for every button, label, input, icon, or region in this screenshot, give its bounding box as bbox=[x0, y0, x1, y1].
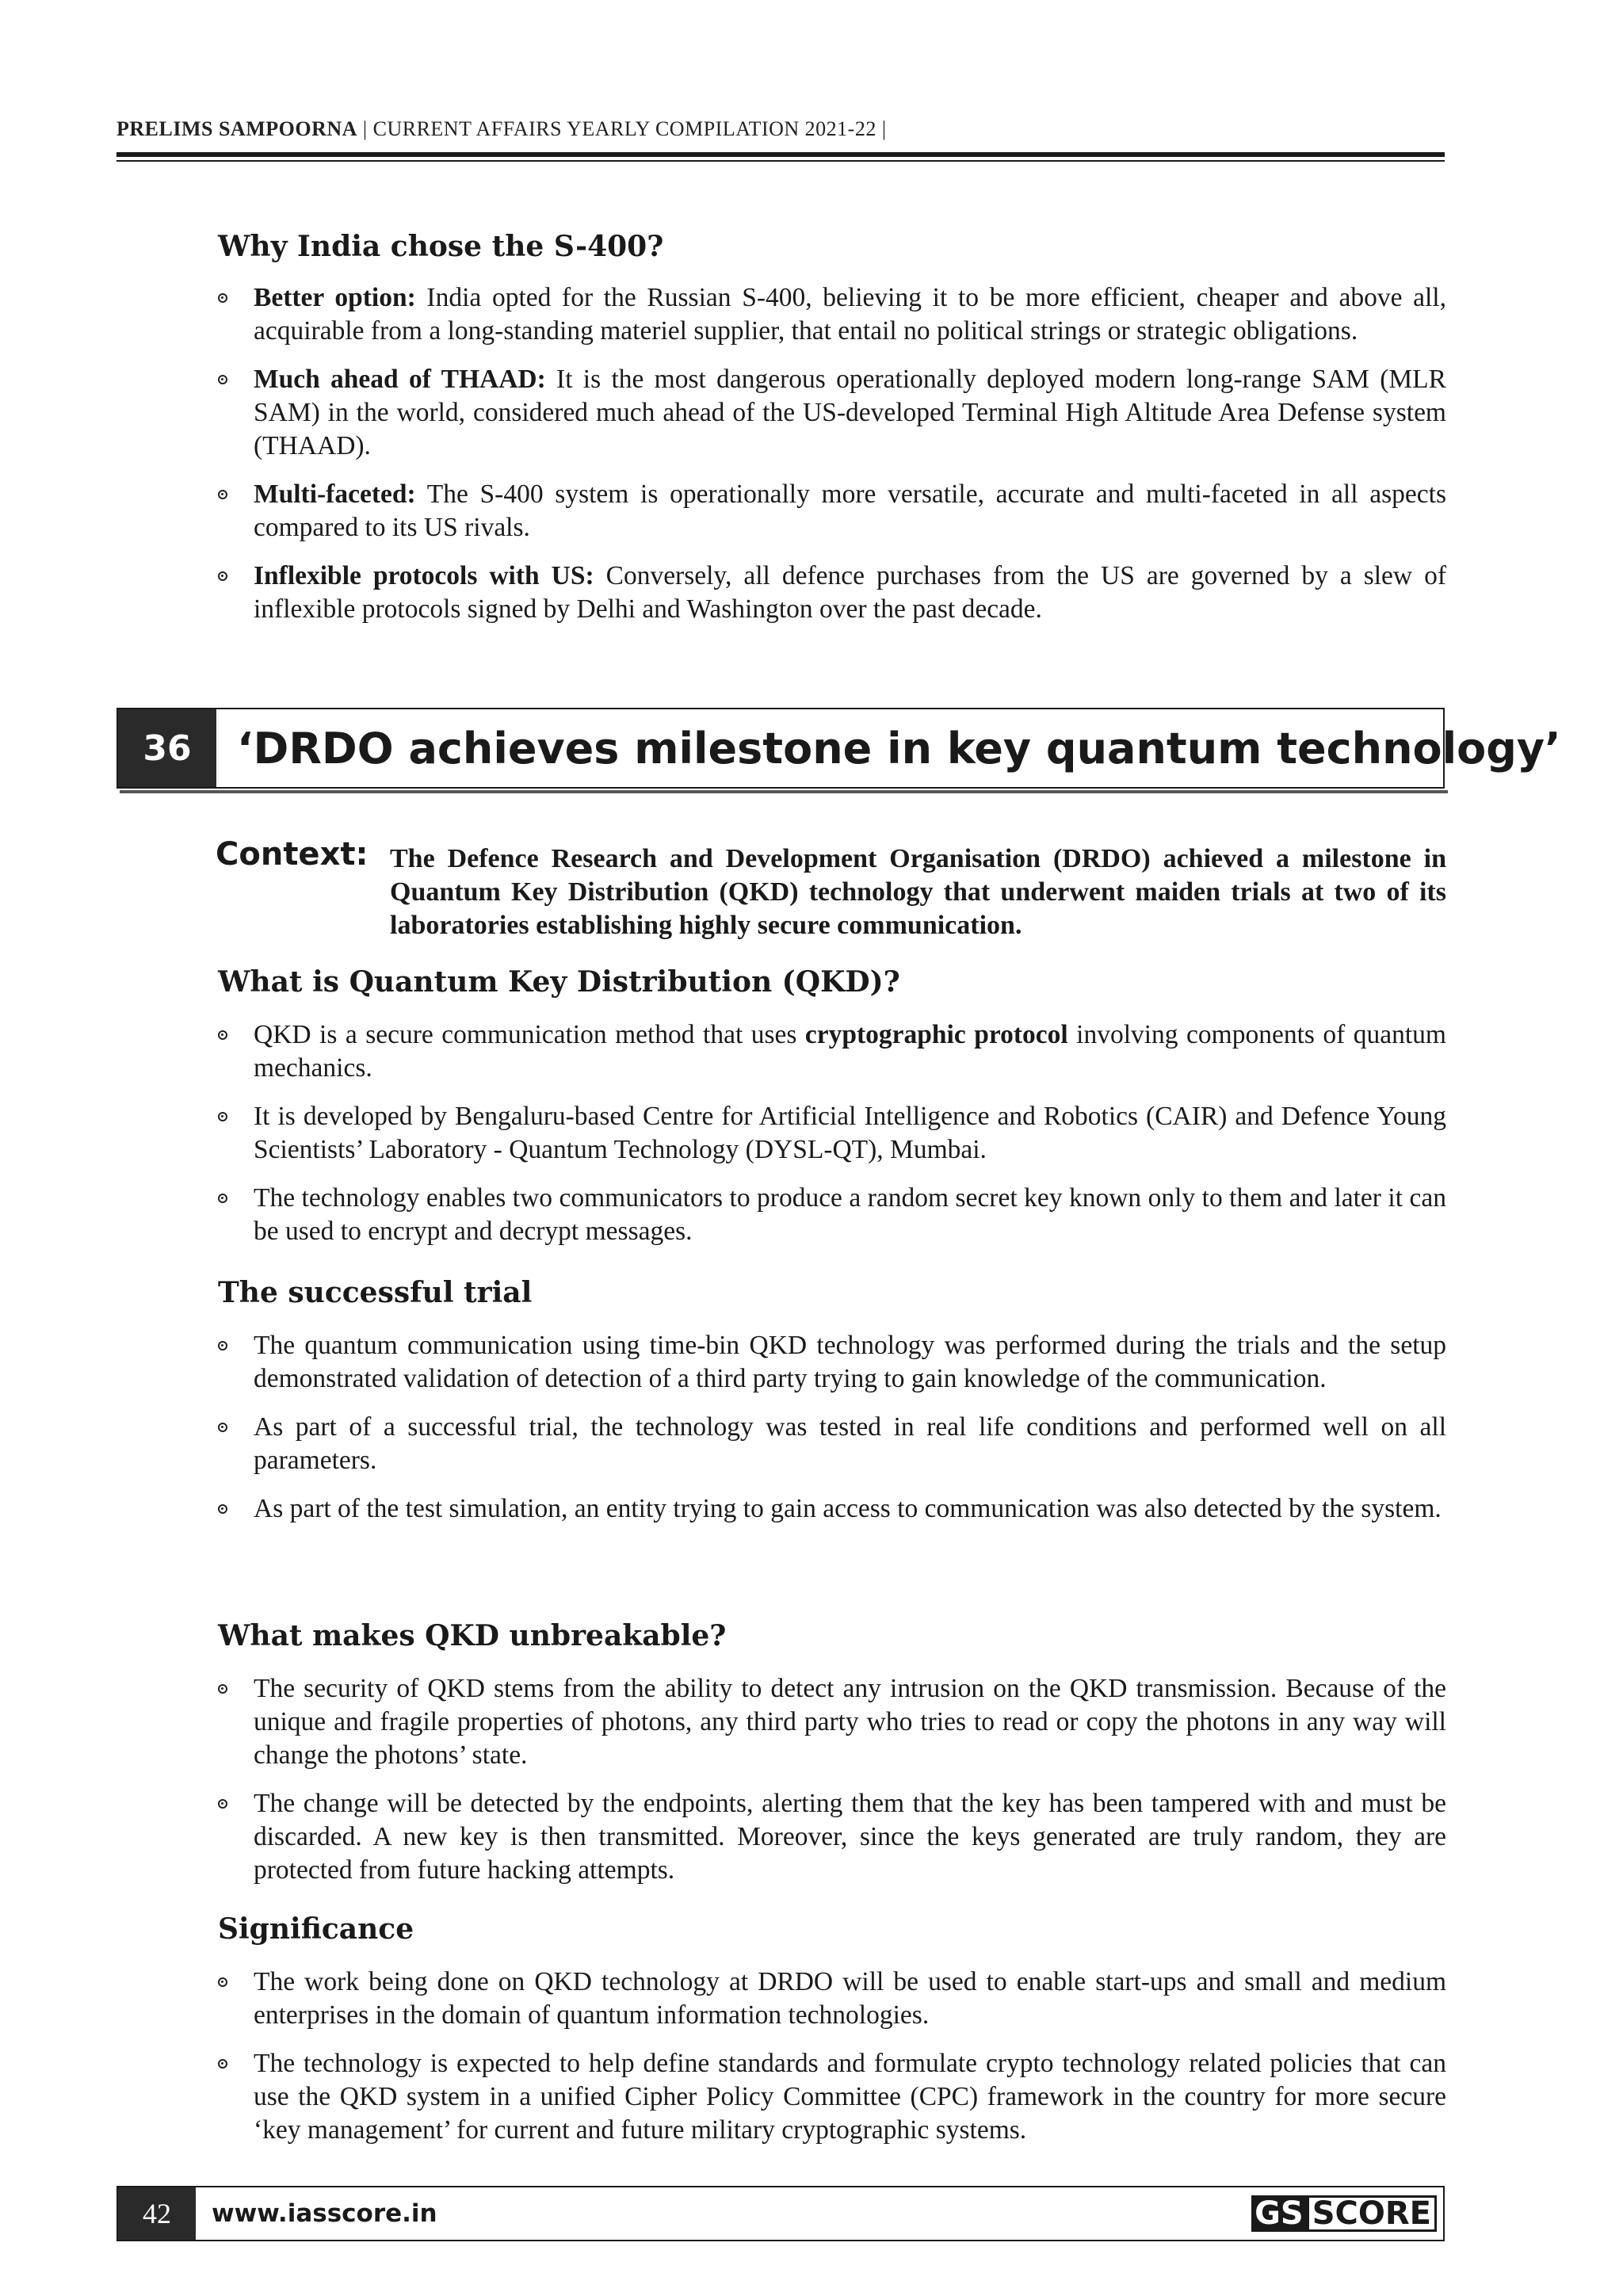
significance-heading: Significance bbox=[218, 1912, 414, 1946]
item-text: As part of the test simulation, an entity trying to gain access to communication was also detected by the system. bbox=[254, 1494, 1442, 1523]
list-item bbox=[218, 1100, 1446, 1167]
item-text: The change will be detected by the endpoints, alerting them that the key has been tampered with and must be discarded. A new key is then transmitted. Moreover, since the keys generated are truly random, they are protected from future hacking attempts. bbox=[254, 1789, 1446, 1885]
bullet-icon bbox=[218, 1112, 227, 1121]
list-item bbox=[218, 1672, 1446, 1772]
section-title-box bbox=[116, 708, 1561, 789]
logo-score: SCORE bbox=[1307, 2195, 1437, 2232]
item-text: The security of QKD stems from the ability to detect any intrusion on the QKD transmission. Because of the unique and fragile properties of photons, any third party who tries to read or copy the photons in any way will change the photons’ state. bbox=[254, 1674, 1446, 1770]
list-item bbox=[218, 1018, 1446, 1085]
list-item bbox=[218, 1329, 1446, 1396]
website-link[interactable]: www.iasscore.in bbox=[212, 2199, 437, 2228]
list-item bbox=[218, 1966, 1446, 2032]
bullet-icon bbox=[218, 1194, 227, 1203]
item-text: QKD is a secure communication method that uses bbox=[254, 1020, 805, 1049]
s400-block bbox=[218, 230, 1446, 263]
section-number: 36 bbox=[118, 709, 216, 787]
bullet-icon bbox=[218, 1799, 227, 1809]
item-text: The technology enables two communicators to produce a random secret key known only to them and later it can be used to encrypt and decrypt messages. bbox=[254, 1183, 1446, 1246]
item-text: involving components of quantum mechanics. bbox=[254, 1020, 1446, 1083]
qkd-list-block bbox=[218, 1018, 1446, 1263]
item-text: The technology is expected to help define standards and formulate crypto technology related policies that can use the QKD system in a unified Cipher Policy Committee (CPC) framework in the country for more secure ‘key management’ for current and future military cryptographic systems. bbox=[254, 2049, 1446, 2145]
bullet-icon bbox=[218, 1977, 227, 1987]
header-rule-thin bbox=[116, 160, 1445, 162]
gs-score-logo bbox=[1251, 2195, 1437, 2232]
item-emphasis: cryptographic protocol bbox=[804, 1020, 1068, 1049]
qkd-list bbox=[218, 1018, 1446, 1248]
list-item bbox=[218, 1787, 1446, 1887]
list-item bbox=[218, 281, 1446, 348]
trial-list bbox=[218, 1329, 1446, 1526]
header-compilation-title: | CURRENT AFFAIRS YEARLY COMPILATION 2021-22 | bbox=[357, 117, 887, 140]
item-text: The work being done on QKD technology at DRDO will be used to enable start-ups and small and medium enterprises in the domain of quantum information technologies. bbox=[254, 1967, 1446, 2030]
item-text: The S-400 system is operationally more versatile, accurate and multi-faceted in all aspects compared to its US rivals. bbox=[254, 479, 1446, 542]
item-text: It is the most dangerous operationally deployed modern long-range SAM (MLR SAM) in the world, considered much ahead of the US-developed Terminal High Altitude Area Defense system (THAAD). bbox=[254, 365, 1446, 460]
unbreakable-heading-block bbox=[218, 1619, 1446, 1652]
bullet-icon bbox=[218, 293, 227, 303]
bullet-icon bbox=[218, 1684, 227, 1694]
qkd-heading: What is Quantum Key Distribution (QKD)? bbox=[218, 965, 900, 999]
bullet-icon bbox=[218, 375, 227, 384]
logo-gs: GS bbox=[1251, 2195, 1307, 2232]
item-label: Multi-faceted: bbox=[254, 479, 416, 509]
footer bbox=[116, 2186, 1445, 2241]
header-rule-thick bbox=[116, 152, 1445, 157]
header-series-title: PRELIMS SAMPOORNA bbox=[116, 117, 357, 140]
trial-list-block bbox=[218, 1329, 1446, 1541]
bullet-icon bbox=[218, 1030, 227, 1040]
bullet-icon bbox=[218, 1423, 227, 1432]
unbreakable-list-block bbox=[218, 1672, 1446, 1902]
item-label: Inflexible protocols with US: bbox=[254, 561, 594, 590]
item-text: India opted for the Russian S-400, believing it to be more efficient, cheaper and above all, acquirable from a long-standing materiel supplier, that entail no political strings or strategic obligations. bbox=[254, 283, 1446, 346]
bullet-icon bbox=[218, 1341, 227, 1350]
list-item bbox=[218, 1182, 1446, 1248]
page-number: 42 bbox=[118, 2187, 196, 2240]
item-text: Conversely, all defence purchases from the US are governed by a slew of inflexible protocols signed by Delhi and Washington over the past decade. bbox=[254, 561, 1446, 624]
significance-list-block bbox=[218, 1966, 1446, 2162]
unbreakable-list bbox=[218, 1672, 1446, 1887]
item-text: It is developed by Bengaluru-based Centre for Artificial Intelligence and Robotics (CAIR) and Defence Young Scientists’ Laboratory - Quantum Technology (DYSL-QT), Mumbai. bbox=[254, 1102, 1446, 1164]
list-item bbox=[218, 1492, 1446, 1526]
s400-list bbox=[218, 281, 1446, 626]
bullet-icon bbox=[218, 571, 227, 581]
list-item bbox=[218, 560, 1446, 626]
s400-heading: Why India chose the S-400? bbox=[218, 230, 664, 263]
qkd-heading-block bbox=[218, 965, 1446, 999]
item-label: Better option: bbox=[254, 283, 416, 312]
item-text: The quantum communication using time-bin QKD technology was performed during the trials and the setup demonstrated validation of detection of a third party trying to gain knowledge of the communication. bbox=[254, 1331, 1446, 1393]
significance-list bbox=[218, 1966, 1446, 2147]
bullet-icon bbox=[218, 490, 227, 499]
list-item bbox=[218, 478, 1446, 544]
context-text: The Defence Research and Development Organisation (DRDO) achieved a milestone in Quantum Key Distribution (QKD) technology that underwent maiden trials at two of its laboratories establishing highly secure communication. bbox=[390, 844, 1446, 940]
trial-heading-block bbox=[218, 1276, 1446, 1309]
significance-heading-block bbox=[218, 1912, 1446, 1946]
bullet-icon bbox=[218, 1504, 227, 1514]
trial-heading: The successful trial bbox=[218, 1276, 533, 1309]
unbreakable-heading: What makes QKD unbreakable? bbox=[218, 1619, 727, 1652]
context-label: Context: bbox=[216, 836, 369, 873]
bullet-icon bbox=[218, 2059, 227, 2069]
item-label: Much ahead of THAAD: bbox=[254, 365, 546, 394]
item-text: As part of a successful trial, the technology was tested in real life conditions and performed well on all parameters. bbox=[254, 1412, 1446, 1475]
running-header bbox=[116, 117, 887, 141]
list-item bbox=[218, 363, 1446, 463]
section-title: ‘DRDO achieves milestone in key quantum technology’ bbox=[237, 723, 1561, 774]
list-item bbox=[218, 2047, 1446, 2147]
section-title-shadow bbox=[120, 790, 1448, 793]
s400-list-block bbox=[218, 281, 1446, 641]
list-item bbox=[218, 1411, 1446, 1477]
